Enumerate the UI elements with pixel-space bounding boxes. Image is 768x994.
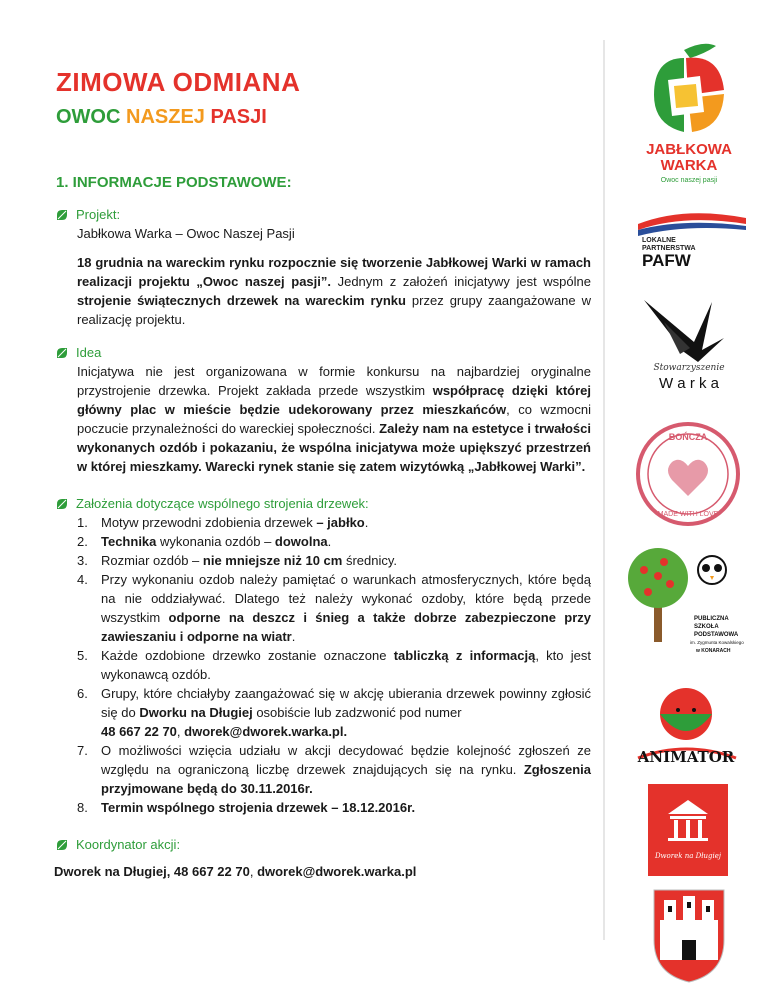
list-item: 5. Każde ozdobione drzewko zostanie oznaczone tabliczką z informacją, kto jest wykonawcą ozdób.: [77, 648, 591, 682]
projekt-heading: [56, 205, 591, 224]
list-item: 3. Rozmiar ozdób – nie mniejsze niż 10 cm średnicy.: [77, 553, 398, 568]
document-body: [56, 66, 591, 881]
svg-text:PARTNERSTWA: PARTNERSTWA: [642, 245, 696, 252]
svg-text:PODSTAWOWA: PODSTAWOWA: [694, 632, 739, 638]
zalozenia-label: Założenia dotyczące wspólnego strojenia drzewek:: [76, 496, 369, 511]
idea-heading: [56, 343, 591, 362]
section-idea: [56, 343, 591, 476]
logo-boncza: [624, 416, 754, 532]
svg-text:PUBLICZNA: PUBLICZNA: [694, 616, 729, 622]
svg-text:SZKOŁA: SZKOŁA: [694, 624, 719, 630]
svg-text:Stowarzyszenie: Stowarzyszenie: [653, 363, 725, 373]
list-item: 8. Termin wspólnego strojenia drzewek – 18.12.2016r.: [77, 800, 416, 815]
koordynator-label: Koordynator akcji:: [76, 837, 181, 852]
document-title: ZIMOWA ODMIANA: [56, 67, 301, 97]
svg-text:W a r k a: W a r k a: [658, 375, 720, 392]
phone-number: 48 667 22 70: [101, 724, 177, 739]
list-item: 6. Grupy, które chciałyby zaangażować się w akcję ubierania drzewek powinny zgłosić się do Dworku na Długiej osobiście lub zadzwonić pod numer 48 667 22 70, dworek@dworek.warka.pl.: [77, 686, 591, 739]
vertical-divider: [600, 40, 608, 940]
apple-logo-icon: [624, 40, 754, 190]
logo-stowarzyszenie-warka: [624, 292, 754, 392]
email-link[interactable]: dworek@dworek.warka.pl.: [184, 724, 348, 739]
zalozenia-list: [56, 513, 591, 817]
section-heading-informacje: 1. INFORMACJE PODSTAWOWE:: [56, 174, 292, 191]
subtitle-pasji: PASJI: [210, 106, 267, 128]
koordynator-email[interactable]: dworek@dworek.warka.pl: [257, 864, 417, 879]
leaf-bullet-icon: [56, 839, 68, 851]
svg-text:ANIMATOR: ANIMATOR: [637, 748, 735, 766]
boncza-logo-icon: [624, 416, 754, 532]
projekt-name: Jabłkowa Warka – Owoc Naszej Pasji: [77, 226, 295, 241]
logo-herb-warka: [624, 886, 754, 986]
logo-jablkowa-warka: [624, 40, 754, 190]
subtitle-naszej: NASZEJ: [126, 106, 205, 128]
koordynator-heading: [56, 835, 591, 854]
section-projekt: [56, 205, 591, 329]
koordynator-contact: Dworek na Długiej, 48 667 22 70, dworek@dworek.warka.pl: [54, 864, 417, 879]
svg-text:BOŃCZA: BOŃCZA: [668, 432, 708, 442]
svg-text:LOKALNE: LOKALNE: [642, 237, 676, 244]
list-item: 4. Przy wykonaniu ozdob należy pamiętać o warunkach atmosferycznych, które będą na nie oddziaływać. Dlatego też należy wykonać ozdoby, które będą przede wszystkim odporne na deszcz i śnieg a także dobrze zabezpieczone przy zawieszaniu i odporne na wiatr.: [77, 572, 591, 644]
list-item: 7. O możliwości wzięcia udziału w akcji decydować będzie kolejność zgłoszeń ze względu na ograniczoną liczbę drzewek znajdujących się na rynku. Zgłoszenia przyjmowane będą do 30.11.2016r.: [77, 743, 591, 796]
leaf-bullet-icon: [56, 347, 68, 359]
svg-text:im. Zygmunta Kowalskiego: im. Zygmunta Kowalskiego: [690, 640, 744, 645]
svg-text:MADE WITH LOVE: MADE WITH LOVE: [657, 511, 719, 518]
svg-text:Owoc naszej pasji: Owoc naszej pasji: [660, 177, 718, 184]
apple-tree-logo-icon: [624, 540, 754, 670]
svg-text:Dworek na Długiej: Dworek na Długiej: [654, 852, 722, 860]
document-subtitle: [56, 104, 591, 130]
logo-pafw: [624, 208, 754, 268]
list-item: 2. Technika wykonania ozdób – dowolna.: [77, 534, 332, 549]
logo-szkola-konary: [624, 540, 754, 670]
svg-text:w KONARACH: w KONARACH: [696, 648, 731, 654]
dworek-logo-icon: [624, 780, 754, 880]
coat-of-arms-icon: [624, 886, 754, 986]
subtitle-owoc: OWOC: [56, 106, 121, 128]
projekt-label: Projekt:: [76, 207, 121, 222]
list-item: 1. Motyw przewodni zdobienia drzewek – jabłko.: [77, 515, 369, 530]
pafw-logo-icon: [624, 208, 754, 268]
section-zalozenia: [56, 494, 591, 817]
svg-text:WARKA: WARKA: [660, 157, 718, 174]
bird-logo-icon: [624, 292, 754, 392]
leaf-bullet-icon: [56, 209, 68, 221]
idea-paragraph: Inicjatywa nie jest organizowana w formie konkursu na najbardziej oryginalne przystrojenie drzewka. Projekt zakłada przede wszystkim współpracę dzięki której główny plac w mieście będzie udekorowany przez mieszkańców, co wzmocni poczucie przynależności do wareckiej społeczności. Zależy nam na estetyce i trwałości wykonanych ozdób i pokazaniu, że wspólna inicjatywa może upiększyć przestrzeń w której mieszkamy. Warecki rynek stanie się zatem wizytówką „Jabłkowej Warki”.: [77, 364, 592, 474]
logo-animator: [624, 680, 754, 776]
zalozenia-heading: [56, 494, 591, 513]
leaf-bullet-icon: [56, 498, 68, 510]
projekt-paragraph: 18 grudnia na wareckim rynku rozpocznie się tworzenie Jabłkowej Warki w ramach realizacji projektu „Owoc naszej pasji”. Jednym z założeń inicjatywy jest wspólne strojenie świątecznych drzewek na wareckim rynku przez grupy zaangażowane w realizację projektu.: [77, 255, 591, 327]
watermelon-logo-icon: [624, 680, 754, 776]
svg-text:JABŁKOWA: JABŁKOWA: [646, 141, 732, 158]
section-koordynator: [56, 835, 591, 881]
idea-label: Idea: [76, 345, 102, 360]
logo-dworek-na-dlugiej: [624, 780, 754, 880]
svg-text:PAFW: PAFW: [642, 251, 691, 268]
